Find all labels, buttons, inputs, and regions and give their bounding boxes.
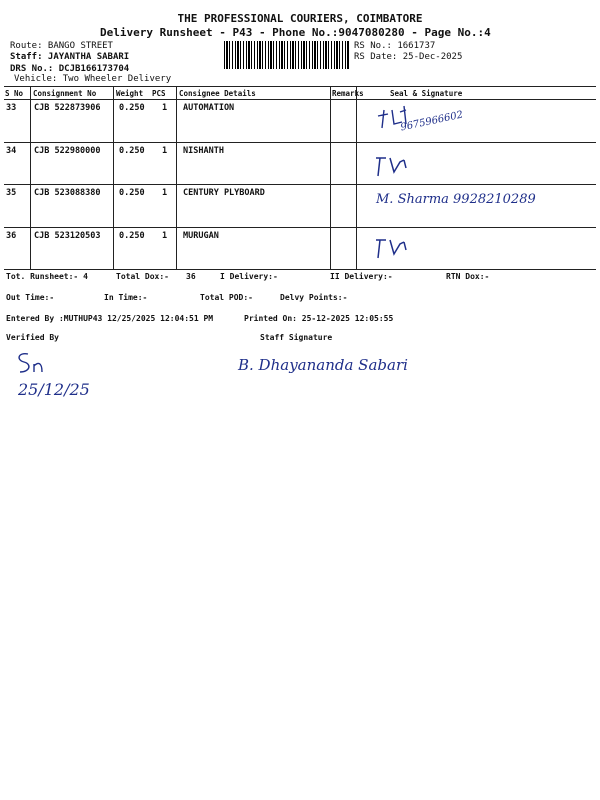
- total-dox-value: 36: [186, 272, 196, 281]
- row-sno: 35: [6, 188, 17, 198]
- barcode-image: [224, 41, 350, 69]
- tot-runsheet: Tot. Runsheet:- 4: [6, 272, 88, 281]
- ii-delivery: II Delivery:-: [330, 272, 393, 281]
- rtn-dox: RTN Dox:-: [446, 272, 490, 281]
- delvy-points: Delvy Points:-: [280, 293, 348, 302]
- drs-number: DRS No.: DCJB166173704: [10, 64, 130, 74]
- staff-label: Staff: JAYANTHA SABARI: [10, 52, 130, 62]
- entered-by: Entered By :MUTHUP43 12/25/2025 12:04:51 PM: [6, 314, 214, 323]
- table-bottom-border: [4, 269, 596, 270]
- total-dox-label: Total Dox:-: [116, 272, 169, 281]
- column-divider: [113, 86, 114, 269]
- runsheet-title: Delivery Runsheet - P43 - Phone No.:9047080280 - Page No.:4: [100, 26, 491, 39]
- row-weight: 0.250: [119, 146, 145, 156]
- signature-phone: 9675966602: [399, 109, 465, 134]
- verifier-initials-scribble: [14, 350, 54, 376]
- staff-signature-name: B. Dhayananda Sabari: [238, 356, 408, 374]
- col-header-pcs: PCS: [152, 89, 166, 98]
- route-label: Route: BANGO STREET: [10, 41, 113, 51]
- rs-number: RS No.: 1661737: [354, 41, 436, 51]
- table-top-border: [4, 86, 596, 87]
- row-divider: [4, 142, 596, 143]
- row-sno: 34: [6, 146, 17, 156]
- row-pcs: 1: [162, 103, 168, 113]
- row-consignment: CJB 523120503: [34, 231, 101, 241]
- printed-on: Printed On: 25-12-2025 12:05:55: [244, 314, 394, 323]
- row-sno: 36: [6, 231, 17, 241]
- col-header-consignee: Consignee Details: [179, 89, 256, 98]
- in-time: In Time:-: [104, 293, 148, 302]
- col-header-seal-signature: Seal & Signature: [390, 89, 463, 98]
- signature-name-phone: M. Sharma 9928210289: [376, 192, 536, 207]
- col-header-sno: S No: [5, 89, 24, 98]
- col-header-weight: Weight: [116, 89, 144, 98]
- signature-scribble: [372, 232, 412, 262]
- row-consignment: CJB 522980000: [34, 146, 101, 156]
- row-divider: [4, 227, 596, 228]
- column-divider: [330, 86, 331, 269]
- row-weight: 0.250: [119, 103, 145, 113]
- row-weight: 0.250: [119, 188, 145, 198]
- table-header-border: [4, 99, 596, 100]
- column-divider: [30, 86, 31, 269]
- vehicle-label: Vehicle: Two Wheeler Delivery: [14, 74, 172, 84]
- column-divider: [176, 86, 177, 269]
- row-pcs: 1: [162, 146, 168, 156]
- row-weight: 0.250: [119, 231, 145, 241]
- verified-by-label: Verified By: [6, 333, 59, 342]
- total-pod: Total POD:-: [200, 293, 253, 302]
- row-divider: [4, 184, 596, 185]
- row-consignee: NISHANTH: [183, 146, 224, 156]
- row-consignee: MURUGAN: [183, 231, 219, 241]
- i-delivery: I Delivery:-: [220, 272, 278, 281]
- row-consignee: CENTURY PLYBOARD: [183, 188, 265, 198]
- signature-scribble: [372, 150, 412, 180]
- verified-date: 25/12/25: [18, 380, 90, 399]
- row-sno: 33: [6, 103, 17, 113]
- rs-date: RS Date: 25-Dec-2025: [354, 52, 463, 62]
- col-header-remarks: Remarks: [332, 89, 364, 98]
- company-title: THE PROFESSIONAL COURIERS, COIMBATORE: [177, 12, 423, 25]
- column-divider: [356, 86, 357, 269]
- out-time: Out Time:-: [6, 293, 55, 302]
- row-consignment: CJB 523088380: [34, 188, 101, 198]
- row-pcs: 1: [162, 188, 168, 198]
- col-header-consignment: Consignment No: [33, 89, 97, 98]
- row-consignment: CJB 522873906: [34, 103, 101, 113]
- staff-signature-label: Staff Signature: [260, 333, 333, 342]
- row-pcs: 1: [162, 231, 168, 241]
- row-consignee: AUTOMATION: [183, 103, 235, 113]
